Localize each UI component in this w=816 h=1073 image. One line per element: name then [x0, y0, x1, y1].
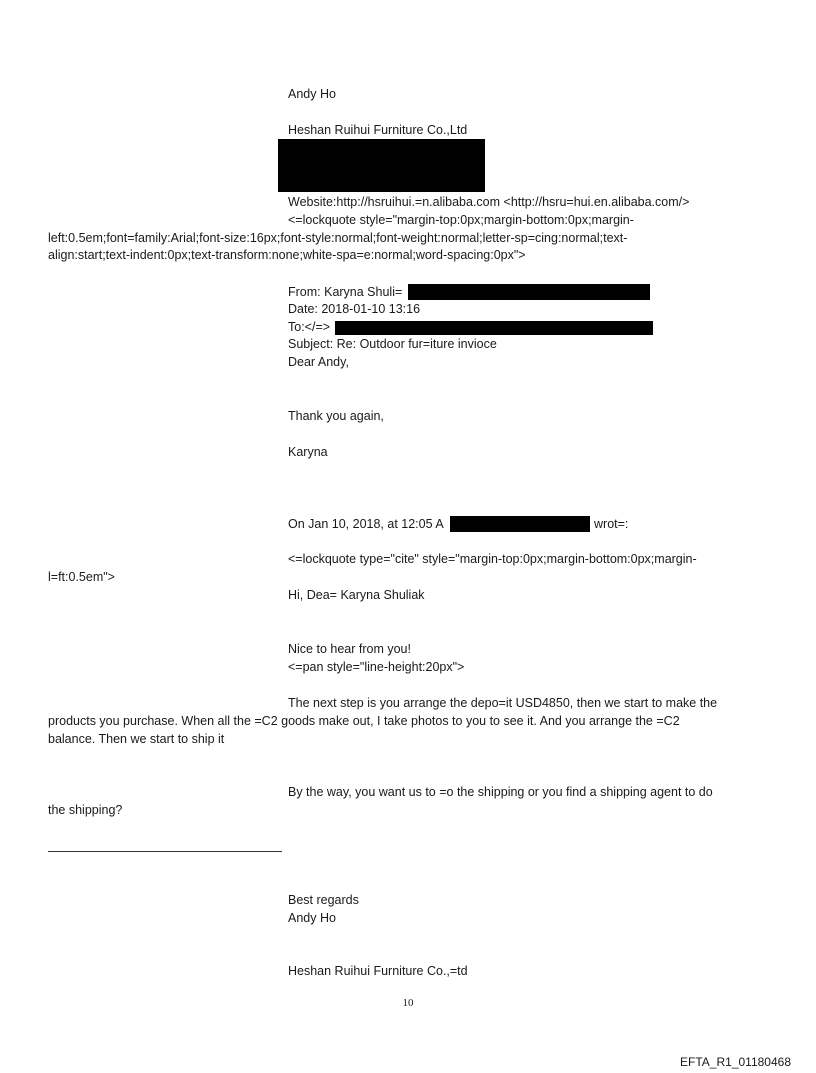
- blockquote-code-line: <=lockquote style="margin-top:0px;margin-bottom:0px;margin-: [288, 213, 634, 227]
- closing-company: Heshan Ruihui Furniture Co.,=td: [288, 964, 468, 978]
- blockquote-code-line: align:start;text-indent:0px;text-transform:none;white-spa=e:normal;word-spacing:0px">: [48, 248, 526, 262]
- email-subject: Subject: Re: Outdoor fur=iture invioce: [288, 337, 497, 351]
- signature-company: Heshan Ruihui Furniture Co.,Ltd: [288, 123, 468, 137]
- redaction-block: [278, 139, 485, 192]
- reply-signoff: Karyna: [288, 445, 328, 459]
- cite-code-line: <=lockquote type="cite" style="margin-top:0px;margin-bottom:0px;margin-: [288, 552, 697, 566]
- quoted-body-line: The next step is you arrange the depo=it USD4850, then we start to make the: [288, 696, 718, 710]
- email-to: To:</=>: [288, 320, 331, 334]
- closing-name: Andy Ho: [288, 911, 336, 925]
- span-code-line: <=pan style="line-height:20px">: [288, 660, 465, 674]
- redaction-block: [450, 516, 590, 532]
- signature-divider: [48, 851, 282, 852]
- closing-regards: Best regards: [288, 893, 359, 907]
- quote-attribution: [288, 516, 629, 532]
- page-number: 10: [402, 997, 414, 1009]
- quoted-greeting: Hi, Dea= Karyna Shuliak: [288, 588, 425, 602]
- quoted-body-line: products you purchase. When all the =C2 goods make out, I take photos to you to see it. And you arrange the =C2: [48, 714, 680, 728]
- quoted-body-line: balance. Then we start to ship it: [48, 732, 225, 746]
- reply-greeting: Dear Andy,: [288, 355, 349, 369]
- quoted-question-line: the shipping?: [48, 803, 123, 817]
- redaction-block: [408, 284, 650, 300]
- bates-number: EFTA_R1_01180468: [680, 1055, 791, 1069]
- blockquote-code-line: left:0.5em;font=family:Arial;font-size:16px;font-style:normal;font-weight:normal;letter-sp=cing:normal;text-: [48, 231, 628, 245]
- redaction-block: [335, 321, 653, 335]
- quoted-nice: Nice to hear from you!: [288, 642, 411, 656]
- email-date: Date: 2018-01-10 13:16: [288, 302, 421, 316]
- cite-code-line: l=ft:0.5em">: [48, 570, 115, 584]
- quote-attribution-start: On Jan 10, 2018, at 12:05 A: [288, 517, 444, 531]
- reply-thanks: Thank you again,: [288, 409, 384, 423]
- email-from: From: Karyna Shuli=: [288, 285, 403, 299]
- quote-attribution-end: wrot=:: [594, 517, 629, 531]
- signature-name: Andy Ho: [288, 87, 336, 101]
- quoted-question-line: By the way, you want us to =o the shipping or you find a shipping agent to do: [288, 785, 713, 799]
- signature-website: Website:http://hsruihui.=n.alibaba.com <http://hsru=hui.en.alibaba.com/>: [288, 195, 690, 209]
